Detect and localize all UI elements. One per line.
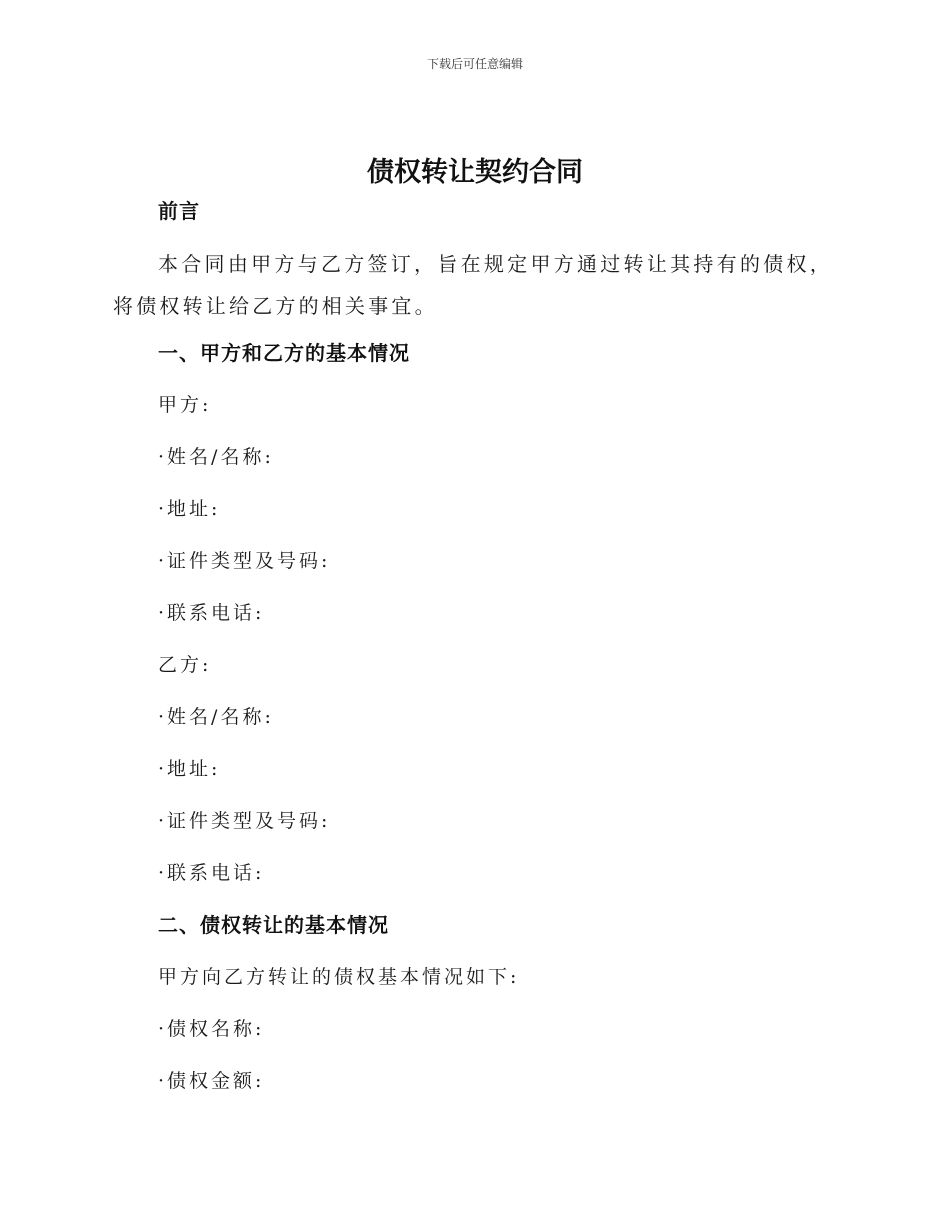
debt-name-field: ·债权名称:	[158, 1018, 265, 1040]
preface-heading: 前言	[158, 199, 200, 223]
party-b-name-field: ·姓名/名称:	[158, 706, 274, 728]
document-title: 债权转让契约合同	[367, 157, 583, 188]
party-b-phone-field: ·联系电话:	[158, 862, 265, 884]
section-1-heading: 一、甲方和乙方的基本情况	[158, 341, 410, 365]
party-a-name-field: ·姓名/名称:	[158, 446, 274, 468]
page-header: 下载后可任意编辑	[426, 57, 523, 71]
party-a-address-field: ·地址:	[158, 498, 221, 520]
party-a-phone-field: ·联系电话:	[158, 602, 265, 624]
party-a-label: 甲方:	[158, 394, 212, 416]
preface-paragraph: 本合同由甲方与乙方签订，旨在规定甲方通过转让其持有的债权，将债权转让给乙方的相关事宜。	[113, 252, 833, 318]
section-2-heading: 二、债权转让的基本情况	[158, 913, 389, 937]
party-b-id-field: ·证件类型及号码:	[158, 810, 331, 832]
document-body	[113, 195, 833, 1097]
party-b-label: 乙方:	[158, 654, 212, 676]
debt-amount-field: ·债权金额:	[158, 1070, 265, 1092]
party-a-id-field: ·证件类型及号码:	[158, 550, 331, 572]
party-b-address-field: ·地址:	[158, 758, 221, 780]
section-2-intro: 甲方向乙方转让的债权基本情况如下:	[158, 966, 520, 988]
